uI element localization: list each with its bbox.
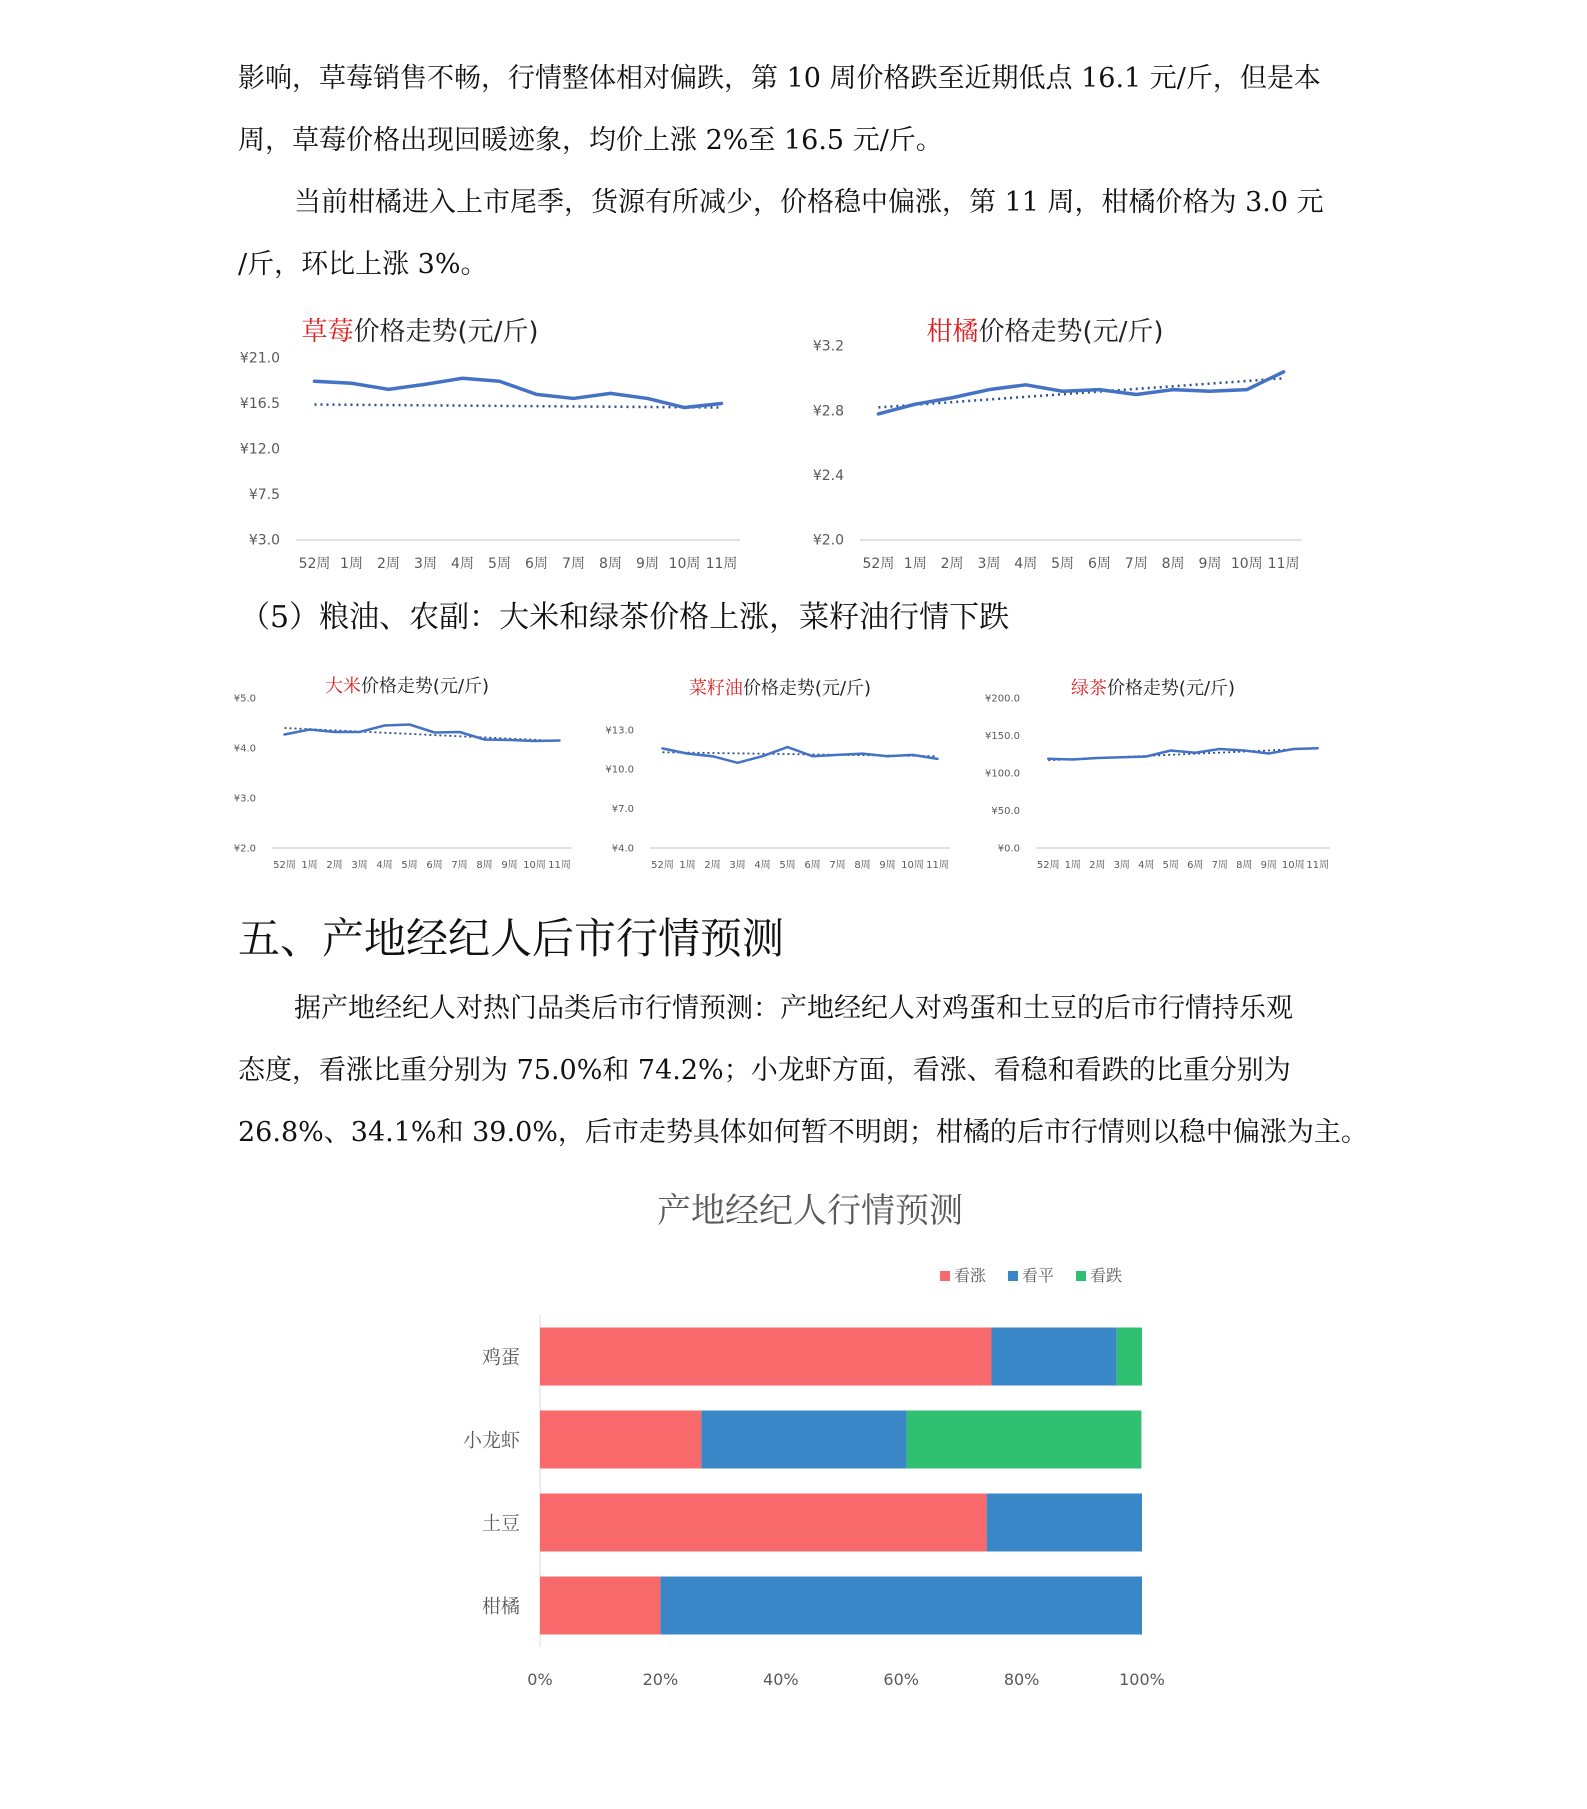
chart-title-rest: 价格走势(元/斤) [1106, 678, 1236, 699]
x-tick-label: 8周 [599, 556, 622, 572]
x-tick-label: 1周 [301, 860, 318, 871]
x-tick-label: 10周 [901, 860, 924, 871]
series-line [663, 747, 938, 763]
chart-title-highlight: 草莓 [301, 317, 354, 347]
series-line [315, 378, 722, 407]
x-tick-label: 6周 [1087, 556, 1111, 572]
x-tick-label: 8周 [476, 860, 493, 871]
x-tick-label: 11周 [548, 860, 571, 871]
x-tick-label: 3周 [729, 860, 746, 871]
category-label: 小龙虾 [462, 1429, 520, 1452]
x-tick-label: 4周 [1138, 860, 1155, 871]
chart-title-highlight: 菜籽油 [688, 678, 743, 699]
bar-segment [540, 1328, 992, 1386]
chart-title-rest: 价格走势(元/斤) [353, 317, 539, 347]
x-tick-label: 52周 [298, 556, 331, 572]
x-tick-label: 2周 [940, 556, 964, 572]
y-tick-label: ¥3.2 [812, 338, 844, 355]
bar-segment [540, 1577, 660, 1635]
category-label: 土豆 [481, 1512, 520, 1535]
x-tick-label: 5周 [779, 860, 796, 871]
category-label: 鸡蛋 [481, 1346, 520, 1369]
x-tick-label: 6周 [804, 860, 821, 871]
x-tick-label: 40% [763, 1670, 799, 1689]
x-tick-label: 8周 [1161, 556, 1185, 572]
x-tick-label: 5周 [488, 556, 511, 572]
chart-title-rest: 价格走势(元/斤) [978, 317, 1164, 347]
chart-title-highlight: 绿茶 [1070, 678, 1107, 699]
x-tick-label: 4周 [376, 860, 393, 871]
x-tick-label: 7周 [562, 556, 585, 572]
x-tick-label: 80% [1003, 1670, 1040, 1689]
x-tick-label: 52周 [1036, 860, 1060, 871]
y-tick-label: ¥100.0 [985, 768, 1020, 780]
y-tick-label: ¥7.5 [248, 487, 280, 504]
bar-segment [701, 1411, 906, 1469]
bar-segment [907, 1411, 1142, 1469]
legend-label: 看跌 [1090, 1266, 1123, 1285]
x-tick-label: 52周 [651, 860, 674, 871]
y-tick-label: ¥3.0 [248, 532, 280, 549]
x-tick-label: 1周 [679, 860, 696, 871]
x-tick-label: 3周 [351, 860, 368, 871]
chart-title-rest: 价格走势(元/斤) [742, 678, 872, 699]
x-tick-label: 8周 [1236, 860, 1253, 871]
chart-title [325, 676, 489, 697]
bar-segment [992, 1328, 1117, 1386]
x-tick-label: 9周 [1198, 556, 1222, 572]
bar-segment [540, 1411, 701, 1469]
x-tick-label: 1周 [340, 556, 363, 572]
x-tick-label: 2周 [377, 556, 400, 572]
x-tick-label: 7周 [1124, 556, 1148, 572]
paragraph-1-line-1: 影响，草莓销售不畅，行情整体相对偏跌，第 10 周价格跌至近期低点 16.1 元/斤，但是本 [238, 63, 1321, 94]
x-tick-label: 6周 [426, 860, 443, 871]
x-tick-label: 11周 [926, 860, 949, 871]
bar-segment [540, 1494, 987, 1552]
paragraph-3-line-2: 态度，看涨比重分别为 75.0%和 74.2%；小龙虾方面，看涨、看稳和看跌的比重分别为 [238, 1055, 1291, 1086]
bar-segment [660, 1577, 1142, 1635]
x-tick-label: 4周 [754, 860, 771, 871]
x-tick-label: 2周 [326, 860, 343, 871]
x-tick-label: 10周 [523, 860, 546, 871]
x-tick-label: 6周 [1187, 860, 1204, 871]
x-tick-label: 9周 [501, 860, 518, 871]
paragraph-3-line-1: 据产地经纪人对热门品类后市行情预测：产地经纪人对鸡蛋和土豆的后市行情持乐观 [294, 993, 1293, 1024]
category-label: 柑橘 [481, 1595, 520, 1618]
legend-label: 看涨 [954, 1266, 987, 1285]
x-tick-label: 5周 [1051, 556, 1075, 572]
x-tick-label: 10周 [668, 556, 701, 572]
x-tick-label: 6周 [525, 556, 548, 572]
x-tick-label: 1周 [1064, 860, 1081, 871]
chart-title [689, 678, 871, 699]
y-tick-label: ¥12.0 [239, 441, 280, 458]
y-tick-label: ¥2.4 [812, 468, 844, 484]
y-tick-label: ¥7.0 [611, 804, 634, 815]
x-tick-label: 8周 [854, 860, 871, 871]
y-tick-label: ¥200.0 [985, 693, 1020, 705]
x-tick-label: 5周 [1162, 860, 1179, 871]
x-tick-label: 2周 [1089, 860, 1106, 871]
paragraph-2-line-1: 当前柑橘进入上市尾季，货源有所减少，价格稳中偏涨，第 11 周，柑橘价格为 3.0 元 [294, 187, 1324, 218]
y-tick-label: ¥0.0 [997, 843, 1020, 855]
chart-title-rest: 价格走势(元/斤) [360, 676, 490, 697]
x-tick-label: 52周 [273, 860, 296, 871]
chart-title [926, 317, 1163, 347]
x-tick-label: 1周 [903, 556, 927, 572]
x-tick-label: 4周 [451, 556, 474, 572]
section-title: 五、产地经纪人后市行情预测 [238, 914, 785, 963]
x-tick-label: 11周 [705, 556, 738, 572]
paragraph-1-line-2: 周，草莓价格出现回暖迹象，均价上涨 2%至 16.5 元/斤。 [238, 125, 943, 156]
y-tick-label: ¥150.0 [985, 730, 1020, 742]
x-tick-label: 20% [642, 1670, 679, 1689]
x-tick-label: 3周 [414, 556, 437, 572]
y-tick-label: ¥10.0 [605, 764, 634, 776]
x-tick-label: 5周 [401, 860, 418, 871]
series-line [1048, 748, 1318, 759]
x-tick-label: 9周 [1260, 860, 1277, 871]
x-tick-label: 7周 [451, 860, 468, 871]
x-tick-label: 10周 [1230, 556, 1263, 572]
paragraph-2-line-2: /斤，环比上涨 3%。 [238, 249, 488, 280]
x-tick-label: 7周 [1211, 860, 1228, 871]
x-tick-label: 11周 [1267, 556, 1300, 572]
trend-line [878, 378, 1283, 407]
chart-title [301, 317, 538, 347]
y-tick-label: ¥3.0 [233, 793, 256, 805]
x-tick-label: 100% [1119, 1670, 1165, 1689]
bar-segment [987, 1494, 1142, 1552]
y-tick-label: ¥21.0 [239, 350, 280, 367]
paragraph-3-line-3: 26.8%、34.1%和 39.0%，后市走势具体如何暂不明朗；柑橘的后市行情则以稳中偏涨为主。 [238, 1117, 1368, 1148]
y-tick-label: ¥13.0 [605, 725, 634, 737]
y-tick-label: ¥4.0 [611, 843, 634, 855]
subsection-heading: （5）粮油、农副：大米和绿茶价格上涨，菜籽油行情下跌 [240, 600, 1010, 635]
legend-swatch [1076, 1271, 1086, 1281]
forecast-stacked-bar-chart [440, 1185, 1200, 1689]
y-tick-label: ¥5.0 [233, 693, 256, 705]
x-tick-label: 9周 [879, 860, 896, 871]
chart-title: 产地经纪人行情预测 [657, 1191, 963, 1231]
y-tick-label: ¥2.8 [812, 403, 844, 420]
chart-title [1071, 678, 1235, 699]
x-tick-label: 9周 [636, 556, 659, 572]
chart-title-highlight: 柑橘 [926, 317, 979, 347]
legend-swatch [940, 1271, 950, 1281]
trend-line [315, 405, 722, 408]
chart-title-highlight: 大米 [324, 676, 361, 697]
green-tea-price-chart [985, 668, 1348, 878]
x-tick-label: 2周 [704, 860, 721, 871]
y-tick-label: ¥2.0 [812, 532, 844, 549]
legend-label: 看平 [1022, 1266, 1055, 1285]
legend-swatch [1008, 1271, 1018, 1281]
x-tick-label: 52周 [862, 556, 895, 572]
x-tick-label: 10周 [1281, 860, 1305, 871]
x-tick-label: 0% [527, 1670, 553, 1689]
x-tick-label: 3周 [977, 556, 1001, 572]
bar-segment [1117, 1328, 1142, 1386]
x-tick-label: 4周 [1014, 556, 1038, 572]
x-tick-label: 60% [883, 1670, 919, 1689]
series-line [878, 372, 1283, 414]
y-tick-label: ¥16.5 [239, 396, 280, 413]
rice-price-chart [232, 668, 592, 878]
x-tick-label: 3周 [1113, 860, 1130, 871]
rapeseed-oil-price-chart [605, 668, 972, 878]
y-tick-label: ¥2.0 [233, 843, 256, 855]
x-tick-label: 7周 [829, 860, 846, 871]
y-tick-label: ¥50.0 [991, 805, 1020, 817]
citrus-price-chart [790, 310, 1320, 580]
strawberry-price-chart [230, 310, 750, 580]
series-line [285, 725, 560, 742]
y-tick-label: ¥4.0 [233, 743, 256, 755]
x-tick-label: 11周 [1306, 860, 1330, 871]
